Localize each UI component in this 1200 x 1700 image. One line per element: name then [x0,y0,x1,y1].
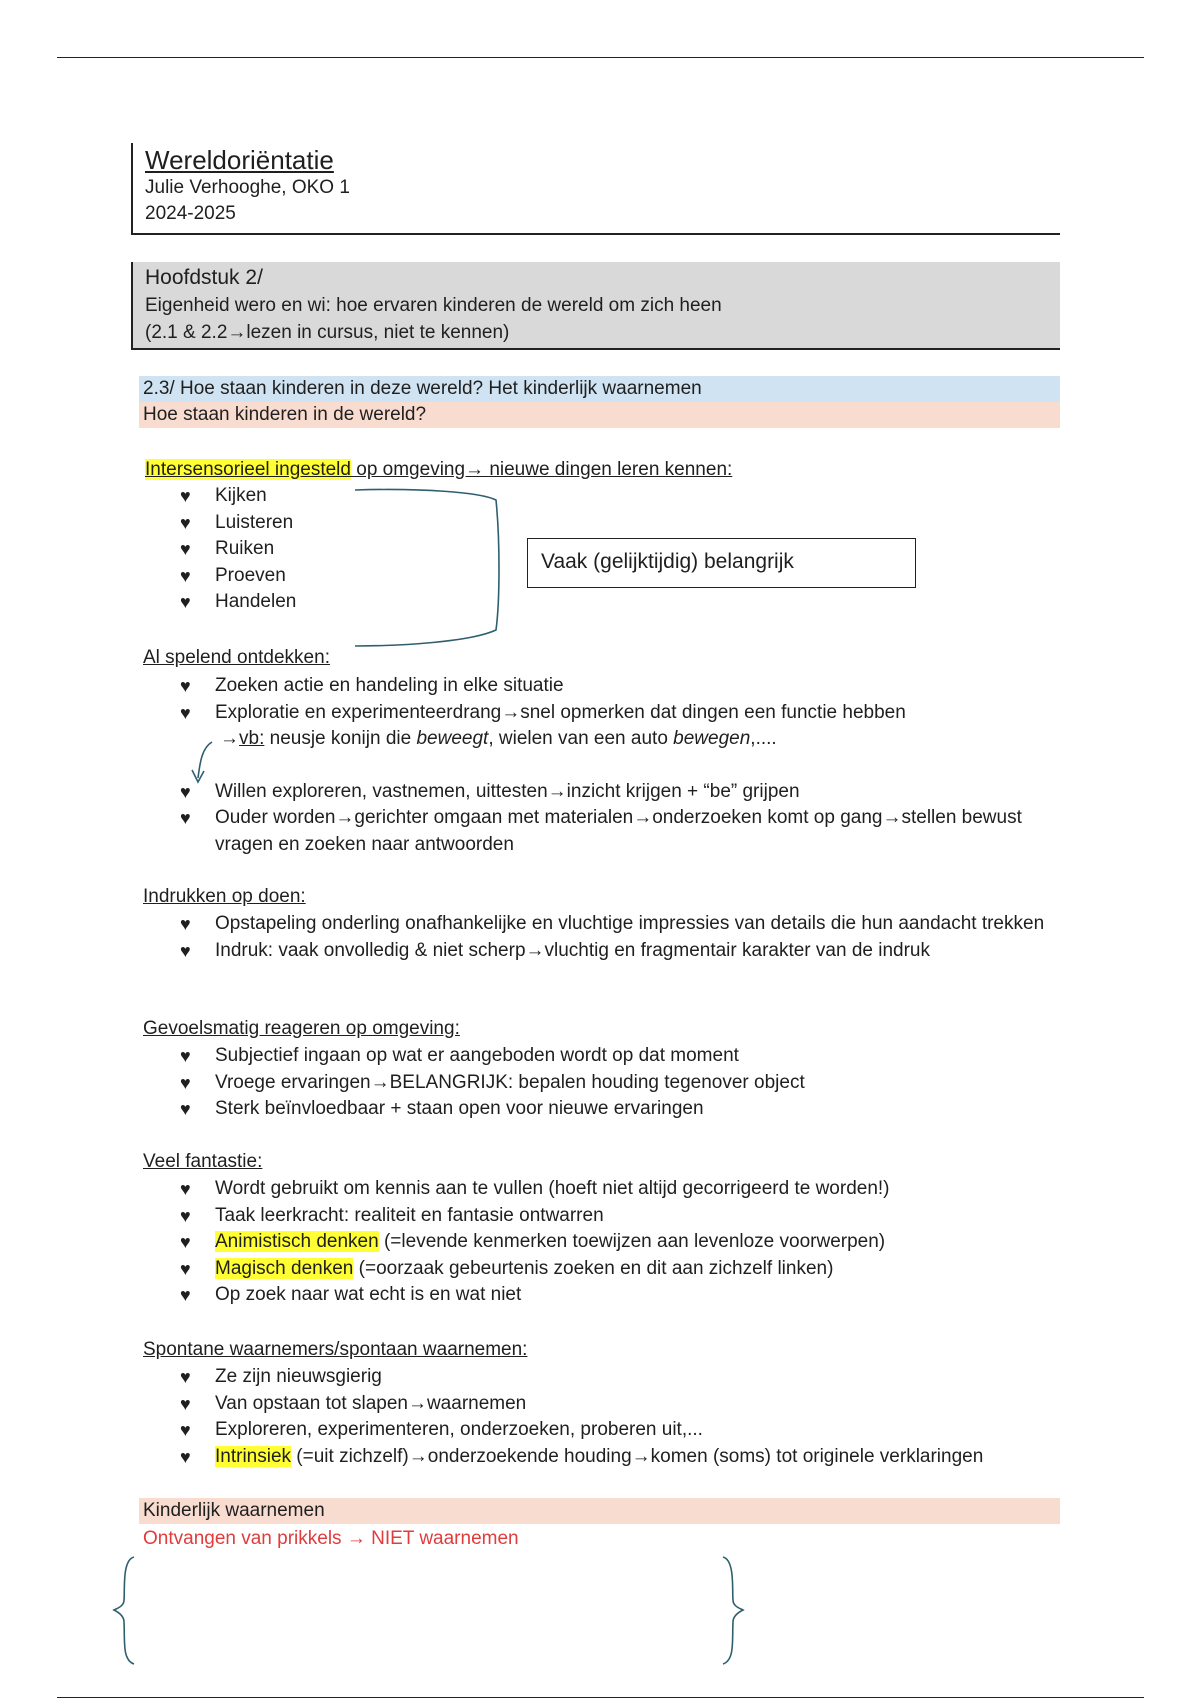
list-item: ♥ Wordt gebruikt om kennis aan te vullen (hoeft niet altijd gecorrigeerd te worden!) [180,1176,1060,1203]
list-item: ♥ Exploreren, experimenteren, onderzoeken, proberen uit,... [180,1417,1080,1444]
intersensorieel-heading-rest: op omgeving→ nieuwe dingen leren kennen: [350,459,733,480]
term-highlight: Magisch denken [215,1257,354,1279]
example-italic: bewegen [673,728,751,749]
list-item: ♥ Sterk beïnvloedbaar + staan open voor nieuwe ervaringen [180,1096,1060,1123]
page-bottom-rule [57,1697,1144,1698]
list-item: ♥ Ruiken [180,536,296,563]
indrukken-list [180,911,1060,964]
list-item: ♥ Subjectief ingaan op wat er aangeboden wordt op dat moment [180,1043,1060,1070]
right-curly-brace [723,1557,743,1664]
list-item: ♥ Zoeken actie en handeling in elke situatie [180,673,1060,700]
fantasie-list [180,1176,1060,1309]
list-item: ♥ Taak leerkracht: realiteit en fantasie ontwarren [180,1203,1060,1230]
list-item [180,700,1060,753]
example-italic: beweegt [416,728,489,749]
page-top-rule [57,57,1144,58]
list-item: ♥ Ouder worden→gerichter omgaan met materialen→onderzoeken komt op gang→stellen bewust vragen en zoeken naar antwoorden [180,805,1060,858]
list-item: ♥ Kijken [180,483,296,510]
spelend-list [180,673,1060,858]
document-title: Wereldoriëntatie [145,145,334,175]
gevoelsmatig-heading: Gevoelsmatig reageren op omgeving: [143,1018,460,1039]
spelend-heading: Al spelend ontdekken: [143,647,330,668]
prikkels-line: Ontvangen van prikkels → NIET waarnemen [143,1528,519,1549]
spontaan-heading: Spontane waarnemers/spontaan waarnemen: [143,1339,528,1360]
example-text: , wielen van een auto [488,728,674,749]
list-item-text: (=uit zichzelf)→onderzoekende houding→komen (soms) tot originele verklaringen [291,1445,984,1467]
author-line: Julie Verhooghe, OKO 1 [145,177,350,198]
example-text: ,.... [750,728,777,749]
list-item: ♥ Opstapeling onderling onafhankelijke en vluchtige impressies van details die hun aandacht trekken [180,911,1060,938]
term-highlight: Intrinsiek [215,1445,292,1467]
list-item: ♥ Handelen [180,589,296,616]
list-item: ♥ Proeven [180,563,296,590]
list-item: ♥ Vroege ervaringen→BELANGRIJK: bepalen houding tegenover object [180,1070,1060,1097]
term-highlight: Animistisch denken [215,1231,379,1252]
intersensorieel-heading [145,457,732,483]
chapter-subtitle: Eigenheid wero en wi: hoe ervaren kinderen de wereld om zich heen [145,295,722,316]
list-item: ♥ Luisteren [180,510,296,537]
section-subheading: Hoe staan kinderen in de wereld? [139,402,1060,428]
fantasie-heading: Veel fantastie: [143,1151,263,1172]
list-item: ♥ Op zoek naar wat echt is en wat niet [180,1282,1060,1309]
callout-box: Vaak (gelijktijdig) belangrijk [527,538,916,588]
list-item: ♥ Van opstaan tot slapen→waarnemen [180,1391,1080,1418]
intersensorieel-highlight: Intersensorieel ingesteld [145,459,351,480]
gevoelsmatig-list [180,1043,1060,1123]
list-item [180,1256,1060,1283]
list-item: ♥ Indruk: vaak onvolledig & niet scherp→vluchtig en fragmentair karakter van de indruk [180,938,1060,965]
example-line [215,728,777,749]
list-item: ♥ Ze zijn nieuwsgierig [180,1364,1080,1391]
list-item: ♥ Willen exploreren, vastnemen, uittesten→inzicht krijgen + “be” grijpen [180,779,1060,806]
example-text: neusje konijn die [264,728,417,749]
example-label: vb: [239,728,265,749]
list-item [180,1444,1080,1471]
list-item-text: (=levende kenmerken toewijzen aan levenloze voorwerpen) [378,1231,886,1252]
list-item-text: Exploratie en experimenteerdrang→snel opmerken dat dingen een functie hebben [215,701,906,723]
list-item-text: (=oorzaak gebeurtenis zoeken en dit aan zichzelf linken) [353,1257,834,1279]
title-block [131,143,1060,235]
chapter-block [131,262,1060,350]
left-curly-brace [114,1557,134,1664]
example-arrow: → [220,728,239,749]
chapter-title: Hoofdstuk 2/ [145,266,263,289]
spontaan-list [180,1364,1080,1470]
list-item [180,1229,1060,1256]
senses-list [180,483,296,616]
kinderlijk-heading: Kinderlijk waarnemen [139,1498,1060,1524]
chapter-note: (2.1 & 2.2→lezen in cursus, niet te kennen) [145,322,510,343]
senses-bracket [355,489,499,646]
indrukken-heading: Indrukken op doen: [143,886,306,907]
year-line: 2024-2025 [145,203,236,224]
section-heading: 2.3/ Hoe staan kinderen in deze wereld? Het kinderlijk waarnemen [139,376,1060,402]
